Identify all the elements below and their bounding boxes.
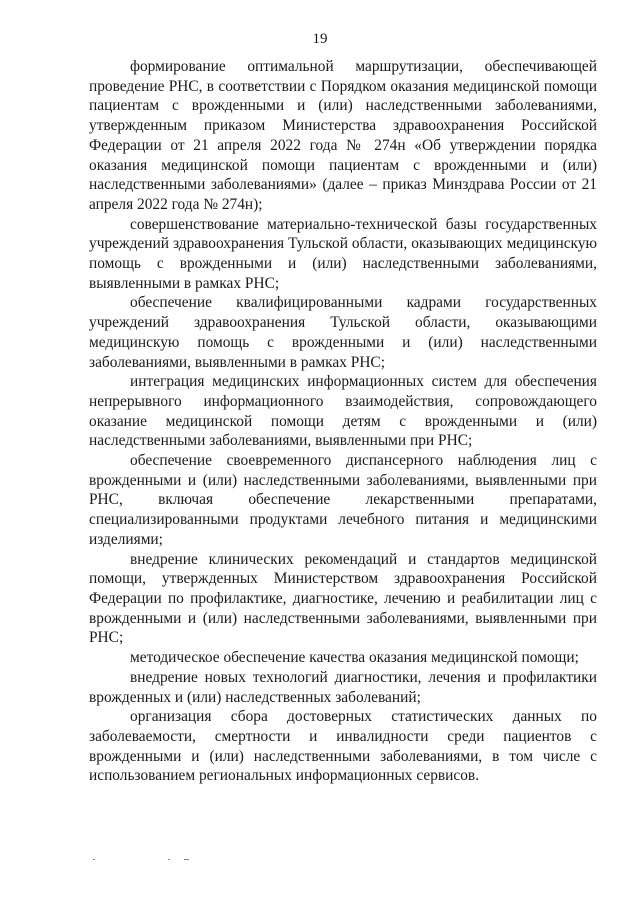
document-body [89,57,597,786]
paragraph-statistics: организация сбора достоверных статистических данных по заболеваемости, смертности и инвалидности среди пациентов с врожденными и (или) наследственными заболеваниями, в том числе с использованием региональных информационных сервисов. [89,708,597,785]
paragraph-methodical-support: методическое обеспечение качества оказания медицинской помощи; [130,649,579,667]
paragraph-routing: формирование оптимальной маршрутизации, обеспечивающей проведение РНС, в соответствии с Порядком оказания медицинской помощи пациентам с врожденными и (или) наследственными заболеваниями, утвержденным приказом Министерства здравоохранения Российской Федерации от 21 апреля 2022 года № 274н «Об утверждении порядка оказания медицинской помощи пациентам с врожденными и (или) наследственными заболеваниями» (далее – приказ Минздрава России от 21 апреля 2022 года № 274н); [89,58,597,213]
paragraph-clinical-guidelines: внедрение клинических рекомендаций и стандартов медицинской помощи, утвержденных Министерством здравоохранения Российской Федерации по профилактике, диагностике, лечению и реабилитации лиц с врожденными и (или) наследственными заболеваниями, выявленными при РНС; [89,550,597,647]
scan-mark [168,859,170,860]
paragraph-information-systems: интеграция медицинских информационных систем для обеспечения непрерывного информационного взаимодействия, сопровождающего оказание медицинской помощи детям с врожденными и (или) наследственными заболеваниями, выявленными при РНС; [89,373,597,450]
page-number: 19 [312,31,328,47]
paragraph-dispensary-observation: обеспечение своевременного диспансерного наблюдения лиц с врожденными и (или) наследственными заболеваниями, выявленными при РНС, включая обеспечение лекарственными препаратами, специализированными продуктами лечебного питания и медицинскими изделиями; [89,452,597,548]
scan-mark [184,859,189,860]
paragraph-new-technologies: внедрение новых технологий диагностики, лечения и профилактики врожденных и (или) наследственных заболеваний; [89,668,597,706]
paragraph-staffing: обеспечение квалифицированными кадрами государственных учреждений здравоохранения Тульской области, оказывающими медицинскую помощь с врожденными и (или) наследственными заболеваниями, выявленными в рамках РНС; [89,294,597,371]
paragraph-material-base: совершенствование материально-технической базы государственных учреждений здравоохранения Тульской области, оказывающих медицинскую помощь с врожденными и (или) наследственными заболеваниями, выявленными в рамках РНС; [89,215,597,292]
scan-mark [93,859,95,860]
